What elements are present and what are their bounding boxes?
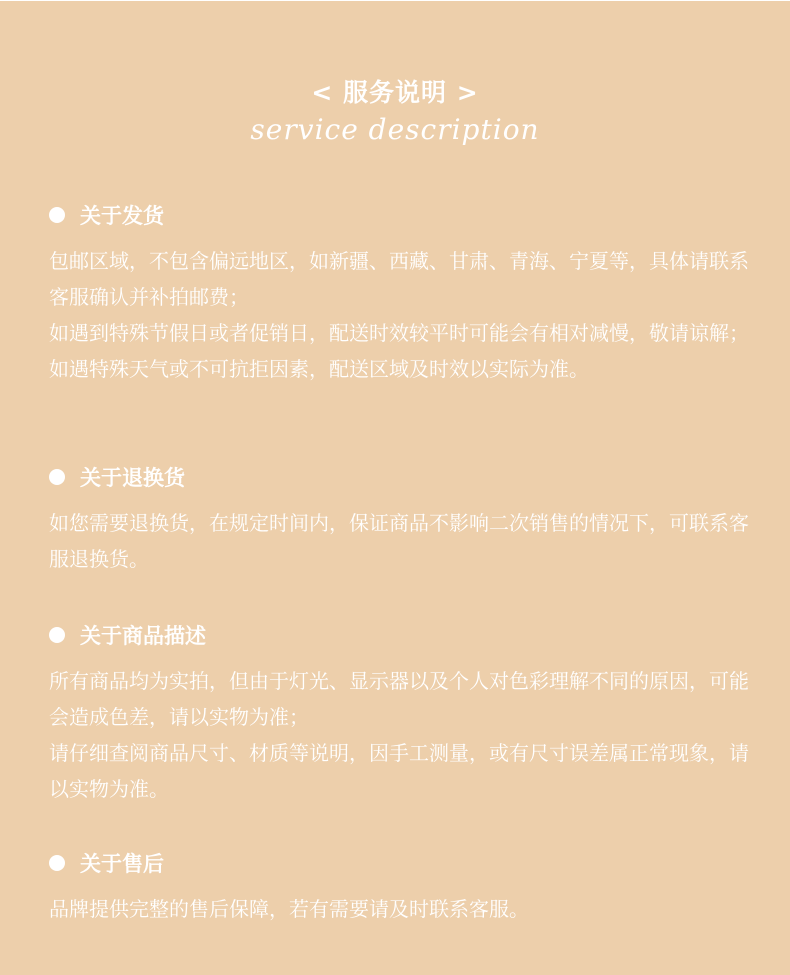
- section-shipping: [49, 197, 749, 387]
- section-paragraph: 如遇特殊天气或不可抗拒因素，配送区域及时效以实际为准。: [49, 357, 589, 381]
- section-title: 关于售后: [80, 852, 164, 876]
- section-product-description: [49, 617, 749, 807]
- section-body: [49, 891, 749, 927]
- page-header: [0, 73, 790, 149]
- section-paragraph: 品牌提供完整的售后保障，若有需要请及时联系客服。: [49, 897, 529, 921]
- section-paragraph: 所有商品均为实拍，但由于灯光、显示器以及个人对色彩理解不同的原因，可能会造成色差，请以实物为准；: [49, 669, 749, 729]
- bullet-dot-icon: [49, 207, 65, 223]
- bullet-dot-icon: [49, 469, 65, 485]
- section-title: 关于商品描述: [80, 624, 206, 648]
- section-paragraph: 如您需要退换货，在规定时间内，保证商品不影响二次销售的情况下，可联系客服退换货。: [49, 511, 749, 571]
- section-body: [49, 663, 749, 807]
- section-header: [49, 459, 749, 495]
- bullet-dot-icon: [49, 627, 65, 643]
- section-paragraph: 如遇到特殊节假日或者促销日，配送时效较平时可能会有相对减慢，敬请谅解；: [49, 321, 749, 345]
- section-after-sales: [49, 845, 749, 927]
- section-title: 关于发货: [80, 204, 164, 228]
- bullet-dot-icon: [49, 855, 65, 871]
- section-body: [49, 505, 749, 577]
- section-title: 关于退换货: [80, 466, 185, 490]
- section-returns: [49, 459, 749, 577]
- section-header: [49, 197, 749, 233]
- section-paragraph: 包邮区域，不包含偏远地区，如新疆、西藏、甘肃、青海、宁夏等，具体请联系客服确认并补拍邮费；: [49, 249, 749, 309]
- page-title: < 服务说明 >: [311, 78, 479, 107]
- section-body: [49, 243, 749, 387]
- section-header: [49, 845, 749, 881]
- section-paragraph: 请仔细查阅商品尺寸、材质等说明，因手工测量，或有尺寸误差属正常现象，请以实物为准。: [49, 741, 749, 801]
- section-header: [49, 617, 749, 653]
- page-subtitle: service description: [250, 113, 540, 146]
